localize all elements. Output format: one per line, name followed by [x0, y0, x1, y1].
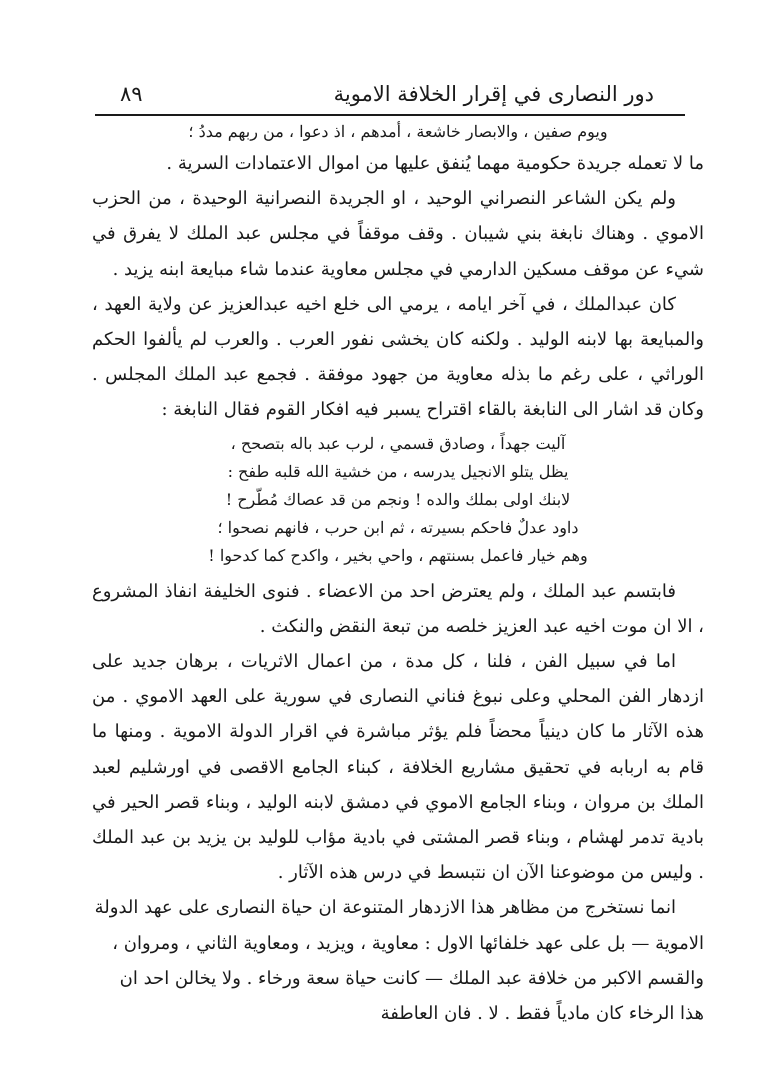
body-text — [92, 118, 704, 1031]
header-rule — [95, 114, 685, 116]
paragraph-3: كان عبدالملك ، في آخر ايامه ، يرمي الى خلع اخيه عبدالعزيز عن ولاية العهد ، والمبايعة بها لابنه الوليد . ولكنه كان يخشى نفور العرب . والعرب لم يألفوا الحكم الوراثي ، على رغم ما بذله معاوية من جهود موفقة . فجمع عبد الملك المجلس . وكان قد اشار الى النابغة بالقاء اقتراح يسبر فيه افكار القوم فقال النابغة : — [92, 293, 704, 421]
paragraph-6: انما نستخرج من مظاهر هذا الازدهار المتنوعة ان حياة النصارى على عهد الدولة الاموية — بل على عهد خلفائها الاول : معاوية ، ويزيد ، ومعاوية الثاني ، ومروان ، والقسم الاكبر من خلافة عبد الملك — كانت حياة سعة ورخاء . ولا يخالن احد ان هذا الرخاء كان مادياً فقط . لا . فان العاطفة — [94, 897, 704, 1025]
verse-line-1: آليت جهداً ، وصادق قسمي ، لرب عبد باله بتصحح ، — [230, 433, 566, 453]
paragraph-2: ولم يكن الشاعر النصراني الوحيد ، او الجريدة النصرانية الوحيدة ، من الحزب الاموي . وهناك نابغة بني شيبان . وقف موقفاً في مجلس عبد الملك لا يفرق في شيء عن موقف مسكين الدارمي في مجلس معاوية عندما شاء مبايعة ابنه يزيد . — [92, 188, 704, 280]
page-number: ٨٩ — [120, 82, 143, 106]
poem-block — [92, 430, 704, 570]
paragraph-5: اما في سبيل الفن ، فلنا ، كل مدة ، من اعمال الاثريات ، برهان جديد على ازدهار الفن المحلي وعلى نبوغ فناني النصارى في سورية على العهد الاموي . من هذه الآثار ما كان دينياً محضاً فلم يؤثر مباشرة في اقرار الدولة الاموية . ومنها ما قام به اربابه في تحقيق مشاريع الخلافة ، كبناء الجامع الاقصى في اورشليم لعبد الملك بن مروان ، وبناء الجامع الاموي في دمشق لابنه الوليد ، وبناء قصر الحير في بادية تدمر لهشام ، وبناء قصر المشتى في بادية مؤاب للوليد بن يزيد بن عبد الملك . وليس من موضوعنا الآن ان نتبسط في درس هذه الآثار . — [92, 651, 704, 884]
verse-line-top: ويوم صفين ، والابصار خاشعة ، أمدهم ، اذ دعوا ، من ربهم مددُ ؛ — [188, 122, 608, 141]
paragraph-1: ما لا تعمله جريدة حكومية مهما يُنفق عليها من اموال الاعتمادات السرية . — [166, 153, 704, 174]
verse-line-4: داود عدلٌ فاحكم بسيرته ، ثم ابن حرب ، فانهم نصحوا ؛ — [217, 517, 579, 537]
page-header — [92, 80, 692, 110]
verse-line-3: لابنك اولى بملك والده ! ونجم من قد عصاك مُطّرح ! — [225, 489, 571, 509]
verse-line-5: وهم خيار فاعمل بسنتهم ، واحي بخير ، واكدح كما كدحوا ! — [208, 545, 588, 565]
paragraph-4: فابتسم عبد الملك ، ولم يعترض احد من الاعضاء . فنوى الخليفة انفاذ المشروع ، الا ان موت اخيه عبد العزيز خلصه من تبعة النقض والنكث . — [92, 580, 704, 637]
verse-line-2: يظل يتلو الانجيل يدرسه ، من خشية الله قلبه طفح : — [227, 461, 569, 481]
running-title: دور النصارى في إقرار الخلافة الاموية — [333, 82, 654, 106]
